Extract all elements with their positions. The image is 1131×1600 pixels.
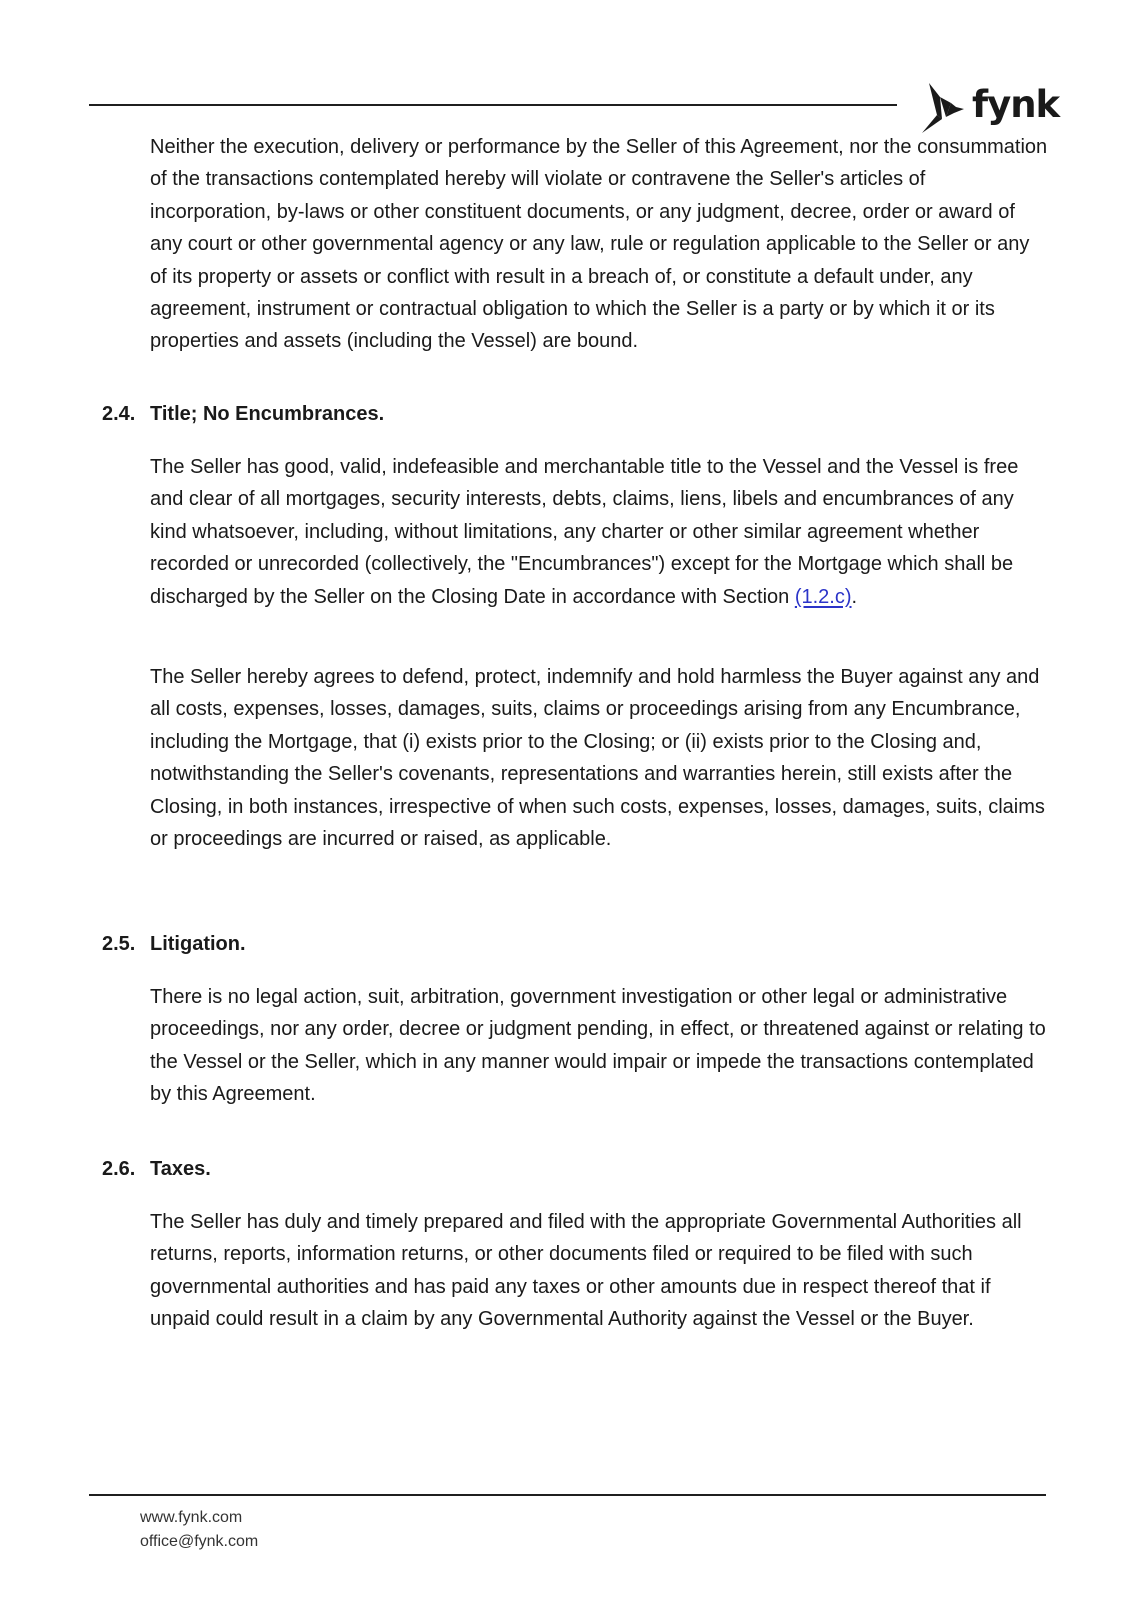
- section-number: 2.4.: [102, 403, 136, 425]
- footer-divider: [89, 1494, 1046, 1496]
- section-reference-link[interactable]: (1.2.c): [794, 585, 852, 608]
- section-heading-2-6: [102, 1155, 211, 1183]
- footer: [140, 1506, 258, 1554]
- section-2-4-paragraph-1: [150, 451, 1050, 613]
- intro-paragraph: Neither the execution, delivery or performance by the Seller of this Agreement, nor the consummation of the transactions contemplated hereby will violate or contravene the Seller's articles of incorporation, by-laws or other constituent documents, or any judgment, decree, order or award of any court or other governmental agency or any law, rule or regulation applicable to the Seller or any of its property or assets or conflict with result in a breach of, or constitute a default under, any agreement, instrument or contractual obligation to which the Seller is a party or by which it or its properties and assets (including the Vessel) are bound.: [150, 136, 1048, 353]
- section-number: 2.5.: [102, 933, 136, 955]
- section-number: 2.6.: [102, 1158, 136, 1180]
- bird-logo-icon: [920, 81, 966, 135]
- fynk-logo: [920, 80, 1059, 136]
- section-heading-2-4: [102, 400, 384, 428]
- header-divider: [89, 104, 897, 106]
- section-title: Taxes.: [150, 1158, 211, 1180]
- logo-text: fynk: [972, 82, 1060, 126]
- section-2-4-paragraph-2: The Seller hereby agrees to defend, protect, indemnify and hold harmless the Buyer against any and all costs, expenses, losses, damages, suits, claims or proceedings arising from any Encumbrance, including the Mortgage, that (i) exists prior to the Closing; or (ii) exists prior to the Closing and, notwithstanding the Seller's covenants, representations and warranties herein, still exists after the Closing, in both instances, irrespective of when such costs, expenses, losses, damages, suits, claims or proceedings are incurred or raised, as applicable.: [150, 666, 1045, 851]
- section-2-5-paragraph-1: There is no legal action, suit, arbitration, government investigation or other legal or administrative proceedings, nor any order, decree or judgment pending, in effect, or threatened against or relating to the Vessel or the Seller, which in any manner would impair or impede the transactions contemplated by this Agreement.: [150, 986, 1046, 1106]
- footer-email[interactable]: office@fynk.com: [140, 1533, 259, 1550]
- paragraph-text-end: .: [851, 585, 858, 608]
- footer-website[interactable]: www.fynk.com: [140, 1509, 243, 1526]
- section-title: Title; No Encumbrances.: [150, 403, 385, 425]
- paragraph-text: The Seller has good, valid, indefeasible and merchantable title to the Vessel and the Vessel is free and clear of all mortgages, security interests, debts, claims, liens, libels and encumbrances of any kind whatsoever, including, without limitations, any charter or other similar agreement whether recorded or unrecorded (collectively, the "Encumbrances") except for the Mortgage which shall be discharged by the Seller on the Closing Date in accordance with Section: [150, 456, 1019, 608]
- section-heading-2-5: [102, 930, 246, 958]
- section-title: Litigation.: [150, 933, 246, 955]
- section-2-6-paragraph-1: The Seller has duly and timely prepared and filed with the appropriate Governmental Authorities all returns, reports, information returns, or other documents filed or required to be filed with such governmental authorities and has paid any taxes or other amounts due in respect thereof that if unpaid could result in a claim by any Governmental Authority against the Vessel or the Buyer.: [150, 1211, 1022, 1331]
